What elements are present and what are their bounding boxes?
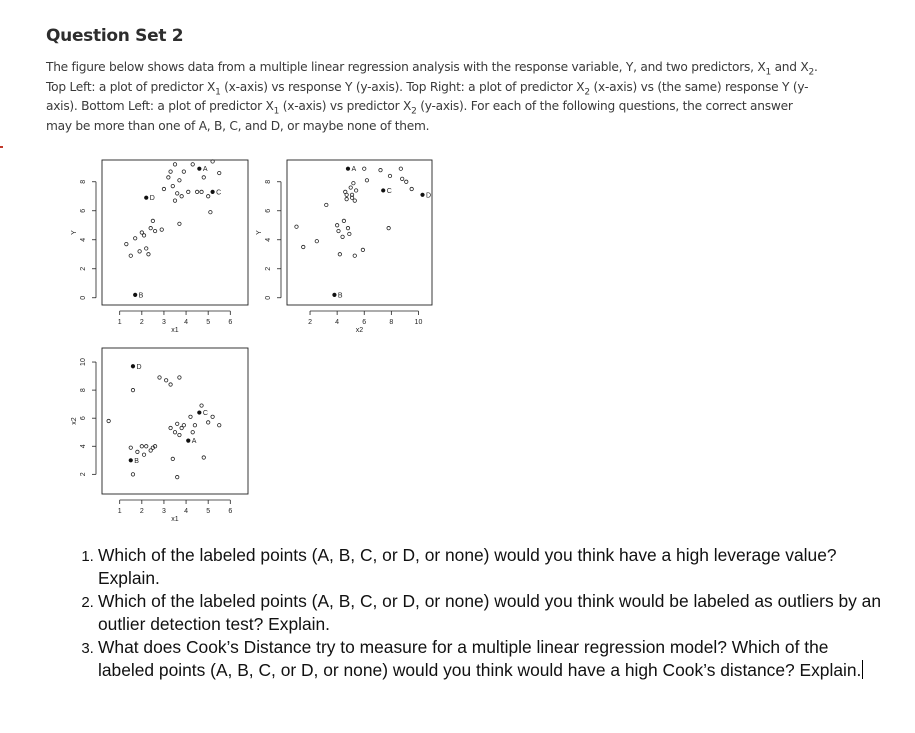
data-point [191,431,194,434]
intro-text-4: (x-axis) vs response Y (y-axis). Top Right: a plot of predictor X [220,79,585,94]
x-tick-label: 4 [184,319,189,326]
data-point [353,199,356,202]
y-tick-label: 2 [265,266,272,271]
data-point [107,419,110,422]
y-tick-label: 0 [265,295,272,300]
data-point [195,190,198,193]
y-tick-label: 0 [80,295,87,300]
data-point [129,446,132,449]
data-point [176,475,179,478]
labeled-point-b [332,293,336,297]
point-label-b: B [337,292,343,300]
scatter-x2-vs-y [255,150,440,340]
data-point [191,163,194,166]
data-point [387,226,390,229]
data-point [352,182,355,185]
data-point [182,424,185,427]
data-point [325,203,328,206]
data-point [193,424,196,427]
question-1 [98,544,888,590]
labeled-point-b [129,458,133,462]
data-point [133,237,136,240]
data-point [189,415,192,418]
data-point [353,254,356,257]
y-tick-label: 10 [80,358,87,366]
subscript-2: 2 [808,67,814,78]
data-point [388,174,391,177]
labeled-point-d [420,193,424,197]
data-point [158,376,161,379]
subscript-2: 2 [584,86,590,97]
x-tick-label: 10 [414,319,423,326]
data-point [149,226,152,229]
intro-text-2: and X [770,60,809,74]
point-label-a: A [202,166,208,174]
data-point [138,250,141,253]
data-point [176,192,179,195]
plot-frame [102,348,248,494]
data-point [202,176,205,179]
subscript-2: 2 [411,106,417,117]
x-tick-label: 5 [206,508,211,515]
y-tick-label: 4 [80,444,87,449]
data-point [379,168,382,171]
y-tick-label: 4 [265,237,272,242]
data-point [162,187,165,190]
x-axis-label: x1 [171,327,179,334]
intro-paragraph [46,58,821,136]
data-point [178,222,181,225]
x-axis-label: x2 [355,327,364,334]
question-3[interactable] [98,636,888,682]
data-point [349,186,352,189]
data-point [178,376,181,379]
data-point [160,228,163,231]
data-point [206,421,209,424]
y-tick-label: 2 [80,472,87,477]
data-point [171,184,174,187]
data-point [315,240,318,243]
x-tick-label: 6 [228,319,233,326]
y-tick-label: 6 [265,208,272,213]
data-point [211,415,214,418]
x-tick-label: 6 [228,508,233,515]
data-point [187,190,190,193]
data-point [218,171,221,174]
y-tick-label: 6 [80,208,87,213]
data-point [167,176,170,179]
point-label-d: D [426,192,432,200]
labeled-point-d [144,196,148,200]
x-tick-label: 2 [139,508,144,515]
y-tick-label: 8 [80,388,87,393]
data-point [295,225,298,228]
labeled-point-a [186,439,190,443]
data-point [140,445,143,448]
data-point [173,199,176,202]
data-point [348,232,351,235]
x-tick-label: 8 [389,319,394,326]
data-point [302,245,305,248]
point-label-a: A [351,166,357,174]
subscript-1: 1 [215,86,221,97]
data-point [153,229,156,232]
y-tick-label: 6 [80,416,87,421]
data-point [164,379,167,382]
text-cursor [862,660,863,679]
data-point [200,404,203,407]
data-point [131,388,134,391]
question-2 [98,590,888,636]
data-point [178,179,181,182]
stray-mark [0,146,3,148]
data-point [182,170,185,173]
data-point [345,193,348,196]
question-1-text: Which of the labeled points (A, B, C, or D, or none) would you think have a high leverage value? Explain. [98,545,837,588]
labeled-point-d [131,364,135,368]
point-label-c: C [202,410,208,418]
question-2-text: Which of the labeled points (A, B, C, or D, or none) would you think would be labeled as outliers by an outlier detection test? Explain. [98,591,882,634]
scatter-x1-vs-x2 [70,340,250,530]
x-tick-label: 1 [117,319,122,326]
data-point [405,180,408,183]
data-point [363,167,366,170]
x-tick-label: 3 [161,319,166,326]
x-axis-label: x1 [171,516,179,523]
data-point [142,453,145,456]
intro-text-3: . Top Left: a plot of predictor X [46,60,818,94]
data-point [206,195,209,198]
data-point [209,211,212,214]
intro-text-7: (y-axis). For each of the following questions, the correct answer may be more than one of A, B, C, and D, or maybe none of them. [46,99,793,133]
x-tick-label: 4 [184,508,189,515]
y-axis-label: Y [71,230,78,235]
data-point [169,426,172,429]
data-point [173,431,176,434]
x-tick-label: 4 [335,319,340,326]
data-point [337,229,340,232]
point-label-d: D [149,195,155,203]
data-point [361,248,364,251]
point-label-b: B [138,292,144,300]
point-label-a: A [191,438,197,446]
x-tick-label: 2 [308,319,312,326]
data-point [218,424,221,427]
data-point [410,187,413,190]
data-point [142,234,145,237]
data-point [346,226,349,229]
question-list [62,544,888,682]
y-tick-label: 8 [265,179,272,184]
data-point [338,253,341,256]
point-label-c: C [216,189,222,197]
data-point [169,383,172,386]
x-tick-label: 3 [161,508,166,515]
intro-text-1: The figure below shows data from a multiple linear regression analysis with the response variable, Y, and two predictors, X [46,60,766,74]
data-point [136,450,139,453]
data-point [342,219,345,222]
data-point [151,219,154,222]
x-tick-label: 6 [362,319,367,326]
data-point [169,170,172,173]
question-3-text: What does Cook’s Distance try to measure for a multiple linear regression model? Which of the labeled points (A, B, C, or D, or none) would you think would have a high Cook’s distance? Explain. [98,637,862,680]
data-point [171,457,174,460]
question-set-title: Question Set 2 [46,26,184,46]
y-tick-label: 4 [80,237,87,242]
data-point [176,422,179,425]
scatter-x1-vs-y [70,150,250,340]
labeled-point-c [381,188,385,192]
x-tick-label: 2 [139,319,144,326]
data-point [365,179,368,182]
intro-text-6: (x-axis) vs predictor X [279,99,412,113]
data-point [180,195,183,198]
y-tick-label: 8 [80,179,87,184]
point-label-c: C [386,187,392,195]
x-tick-label: 1 [117,508,122,515]
labeled-point-b [133,293,137,297]
point-label-b: B [134,457,139,465]
data-point [335,224,338,227]
y-axis-label: Y [256,230,263,235]
intro-text-5: (x-axis) vs (the same) response Y (y-axis). Bottom Left: a plot of predictor X [46,79,809,113]
plot-frame [287,160,432,305]
labeled-point-a [197,167,201,171]
data-point [200,190,203,193]
y-tick-label: 2 [80,266,87,271]
y-axis-label: x2 [71,417,78,425]
data-point [147,253,150,256]
data-point [178,433,181,436]
data-point [131,473,134,476]
data-point [399,167,402,170]
data-point [145,445,148,448]
plot-frame [102,160,248,305]
data-point [129,254,132,257]
labeled-point-a [346,167,350,171]
subscript-1: 1 [273,106,280,117]
data-point [202,456,205,459]
x-tick-label: 5 [206,319,211,326]
data-point [400,177,403,180]
data-point [173,163,176,166]
labeled-point-c [197,410,201,414]
data-point [345,197,348,200]
data-point [354,189,357,192]
subscript-1: 1 [765,67,771,78]
point-label-d: D [136,363,142,371]
data-point [341,235,344,238]
data-point [125,242,128,245]
labeled-point-c [211,190,215,194]
data-point [145,247,148,250]
